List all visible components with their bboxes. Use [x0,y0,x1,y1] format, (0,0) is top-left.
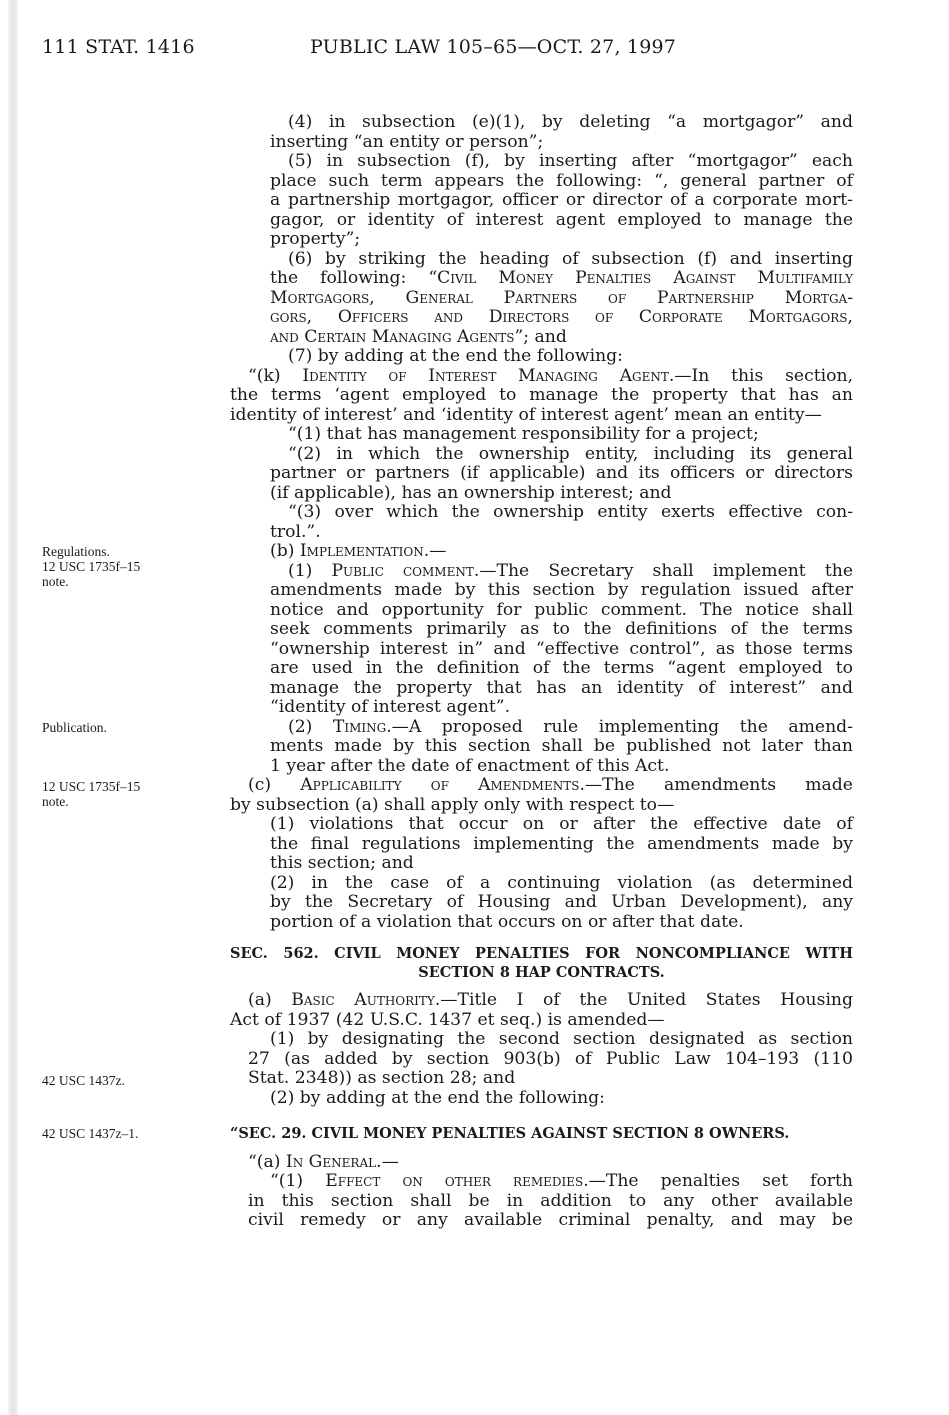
text-segment: a partnership mortgagor, officer or director of a corporate mort- [270,190,853,210]
text-line [270,854,853,874]
text-line [248,1211,853,1231]
small-caps-text: Mortgagors, General Partners of Partnership Mortga- [270,287,853,308]
text-segment: amendments made by this section by regulation issued after [270,580,853,600]
text-line [270,1030,853,1050]
text-segment: by the Secretary of Housing and Urban Development), any [270,892,853,912]
text-line [270,581,853,601]
text-line [270,230,853,250]
statute-page-number: 111 STAT. 1416 [42,36,195,58]
text-line [270,874,853,894]
text-line [270,523,853,543]
text-line [270,289,853,309]
small-caps-text: Implementation [299,541,424,561]
text-segment: (c) [248,775,301,795]
text-segment: (b) [270,541,300,561]
text-line [270,679,853,699]
text-segment: (1) by designating the second section designated as section [270,1029,853,1049]
text-segment: (if applicable), has an ownership interest; and [270,482,672,503]
text-line [270,133,853,153]
text-line [270,601,853,621]
text-segment: .— [376,1151,399,1172]
small-caps-text: Effect on other remedies [325,1171,584,1191]
text-line [288,113,853,133]
text-segment: notice and opportunity for public comment. The notice shall [270,599,853,620]
text-line [270,1089,853,1109]
small-caps-text: Public comment [331,560,474,581]
text-segment: .—A proposed rule implementing the amend- [386,716,853,737]
text-line [270,640,853,660]
text-segment: SECTION 8 HAP CONTRACTS. [418,963,665,981]
text-segment: the final regulations implementing the amendments made by [270,833,853,854]
text-line [270,172,853,192]
text-segment: “identity of interest agent”. [270,697,511,717]
text-segment: .—In this section, [668,365,853,386]
text-line [270,464,853,484]
text-line [270,328,853,348]
text-line [230,944,853,964]
text-segment: the following: “ [270,268,438,288]
text-line [288,718,853,738]
small-caps-text: gors, Officers and Directors of Corporate Mortgagors, [270,307,853,327]
text-segment: Stat. 2348)) as section 28; and [248,1068,516,1088]
text-line [270,835,853,855]
text-segment: (2) in the case of a continuing violation (as determined [270,872,853,893]
text-segment: Act of 1937 (42 U.S.C. 1437 et seq.) is amended— [230,1009,665,1030]
text-segment: .— [423,541,447,561]
text-line [270,698,853,718]
text-segment: ments made by this section shall be published not later than [270,736,853,756]
text-line [230,406,853,426]
text-segment: trol.”. [270,521,321,542]
text-line [270,1172,853,1192]
text-segment: .—The amendments made [579,775,853,795]
text-segment: manage the property that has an identity of interest” and [270,677,853,698]
text-segment: .—Title I of the United States Housing [434,990,854,1010]
text-segment: 27 (as added by section 903(b) of Public Law 104–193 (110 [248,1048,853,1069]
text-line [270,484,853,504]
text-segment: portion of a violation that occurs on or after that date. [270,911,744,932]
margin-note-publication: Publication. [42,720,107,735]
text-segment: ”; and [514,326,567,347]
text-segment: property”; [270,229,361,249]
text-line [288,152,853,172]
text-line [230,963,853,983]
small-caps-text: Timing [332,716,387,737]
text-line [248,991,853,1011]
text-line [230,796,853,816]
text-segment: (7) by adding at the end the following: [288,346,623,366]
text-line [270,815,853,835]
text-segment: inserting “an entity or person”; [270,131,544,152]
text-segment: “(a) [248,1151,286,1172]
text-line [230,1011,853,1031]
text-segment: “(1) that has management responsibility for a project; [288,424,759,444]
text-line [248,1069,853,1089]
margin-note-usc: 12 USC 1735f–15 note. [42,779,141,809]
text-segment: gagor, or identity of interest agent employed to manage the [270,209,853,230]
text-line [288,562,853,582]
text-segment: by subsection (a) shall apply only with respect to— [230,794,675,815]
text-line [270,308,853,328]
text-line [270,893,853,913]
text-segment: civil remedy or any available criminal penalty, and may be [248,1210,853,1230]
running-head-title: PUBLIC LAW 105–65—OCT. 27, 1997 [310,36,677,58]
text-segment: (a) [248,990,292,1010]
text-line [288,425,853,445]
text-segment: (4) in subsection (e)(1), by deleting “a mortgagor” and [288,112,853,132]
text-line [288,250,853,270]
text-line [288,503,853,523]
margin-note-usc-1437z-1: 42 USC 1437z–1. [42,1126,139,1141]
text-line [248,1050,853,1070]
text-segment: place such term appears the following: “, general partner of [270,170,853,191]
small-caps-text: and Certain Managing Agents [270,326,515,347]
text-line [248,776,853,796]
text-segment: identity of interest’ and ‘identity of interest agent’ mean an entity— [230,404,822,425]
text-segment: “(2) in which the ownership entity, including its general [288,443,853,464]
text-segment: 1 year after the date of enactment of this Act. [270,755,670,776]
text-line [270,269,853,289]
text-segment: “(3) over which the ownership entity exerts effective con- [288,502,853,522]
text-segment: “ownership interest in” and “effective control”, as those terms [270,638,853,659]
text-line [270,757,853,777]
text-segment: “SEC. 29. CIVIL MONEY PENALTIES AGAINST SECTION 8 OWNERS. [230,1125,790,1142]
text-segment: this section; and [270,853,414,873]
text-segment: “(k) [248,365,303,386]
text-segment: SEC. 562. CIVIL MONEY PENALTIES FOR NONCOMPLIANCE WITH [230,945,853,962]
text-segment: .—The Secretary shall implement the [473,560,853,581]
text-segment: (1) violations that occur on or after the effective date of [270,814,853,834]
text-segment: are used in the definition of the terms “agent employed to [270,658,853,678]
small-caps-text: Identity of Interest Managing Agent [302,365,669,386]
text-line [288,445,853,465]
text-line [270,737,853,757]
text-segment: in this section shall be in addition to any other available [248,1190,853,1211]
text-segment: “(1) [270,1171,326,1191]
text-line [230,1124,853,1144]
text-segment: (5) in subsection (f), by inserting after “mortgagor” each [288,151,853,171]
small-caps-text: Civil Money Penalties Against Multifamily [437,268,854,288]
text-segment: the terms ‘agent employed to manage the property that has an [230,385,853,405]
text-line [270,211,853,231]
text-line [270,659,853,679]
text-segment: partner or partners (if applicable) and its officers or directors [270,463,853,483]
text-line [270,620,853,640]
text-line [248,367,853,387]
text-line [288,347,853,367]
text-line [248,1153,853,1173]
margin-note-usc-1437z: 42 USC 1437z. [42,1073,125,1088]
small-caps-text: Applicability of Amendments [300,775,580,795]
text-line [270,542,853,562]
text-segment: (2) by adding at the end the following: [270,1087,605,1108]
page-edge-shadow [8,0,18,1415]
text-segment: (6) by striking the heading of subsection (f) and inserting [288,248,853,269]
text-line [248,1192,853,1212]
text-line [230,386,853,406]
text-segment: .—The penalties set forth [583,1171,853,1191]
small-caps-text: In General [285,1151,377,1172]
text-line [270,913,853,933]
margin-note-regulations: Regulations. 12 USC 1735f–15 note. [42,544,141,589]
text-segment: (2) [288,716,333,737]
text-segment: (1) [288,560,332,581]
small-caps-text: Basic Authority [291,990,435,1010]
text-line [270,191,853,211]
text-segment: seek comments primarily as to the definitions of the terms [270,619,853,639]
